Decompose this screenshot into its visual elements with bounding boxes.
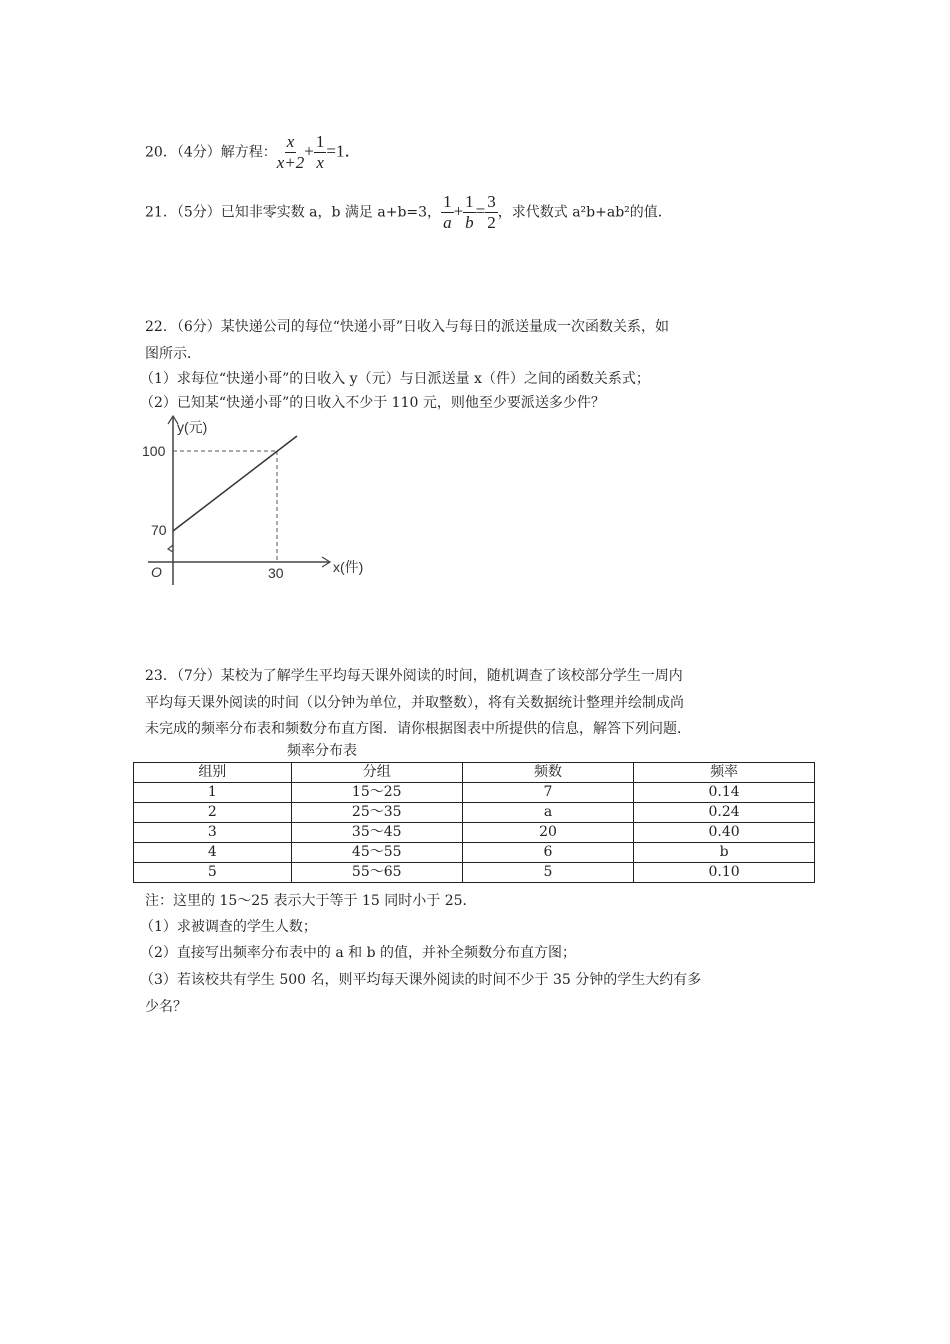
origin-label: O <box>151 564 162 580</box>
q23-line3: 未完成的频率分布表和频数分布直方图．请你根据图表中所提供的信息，解答下列问题． <box>145 721 691 737</box>
cell: 20 <box>462 823 633 843</box>
cell: 0.14 <box>634 783 815 803</box>
cell: 6 <box>462 843 633 863</box>
num: 1 <box>465 192 474 211</box>
op: + <box>453 201 464 221</box>
q22-part2: （2）已知某“快递小哥”的日收入不少于 110 元，则他至少要派送多少件？ <box>140 395 605 411</box>
cell: 35～45 <box>291 823 462 843</box>
q21-suffix: ，求代数式 a²b+ab²的值． <box>497 204 672 221</box>
q23-line2: 平均每天课外阅读的时间（以分钟为单位，并取整数），将有关数据统计整理并绘制成尚 <box>145 695 684 711</box>
cell: 4 <box>134 843 292 863</box>
table-header <box>134 763 815 783</box>
cell: 0.24 <box>634 803 815 823</box>
header-cell: 分组 <box>291 763 462 783</box>
y-axis-label: y(元) <box>177 419 208 435</box>
q23-part3-cont: 少名？ <box>145 999 187 1015</box>
table-row <box>134 863 815 883</box>
header-cell: 组别 <box>134 763 292 783</box>
cell: 1 <box>134 783 292 803</box>
num: 1 <box>443 192 452 211</box>
table-row <box>134 823 815 843</box>
cell: 3 <box>134 823 292 843</box>
cell: 0.40 <box>634 823 815 843</box>
q23-part2: （2）直接写出频率分布表中的 a 和 b 的值，并补全频数分布直方图； <box>140 945 577 961</box>
cell: a <box>462 803 633 823</box>
op: + <box>304 141 314 161</box>
den: b <box>465 213 474 232</box>
num: 3 <box>487 192 496 211</box>
q21-prefix: 21．（5分）已知非零实数 a，b 满足 a+b=3， <box>145 204 442 221</box>
x-tick-30: 30 <box>268 565 284 581</box>
q23-line1: 23．（7分）某校为了解学生平均每天课外阅读的时间，随机调查了该校部分学生一周内 <box>145 668 683 684</box>
q20-suffix: =1． <box>326 141 362 161</box>
table-row <box>134 803 815 823</box>
q23-part3: （3）若该校共有学生 500 名，则平均每天课外阅读的时间不少于 35 分钟的学生大约有多 <box>140 972 702 988</box>
cell: 2 <box>134 803 292 823</box>
cell: 5 <box>134 863 292 883</box>
cell: 15～25 <box>291 783 462 803</box>
num: 1 <box>315 132 325 151</box>
y-tick-70: 70 <box>151 522 167 538</box>
cell: 25～35 <box>291 803 462 823</box>
q20-prefix: 20．（4分）解方程： <box>145 144 277 161</box>
den: a <box>443 213 452 232</box>
den: x+2 <box>276 153 305 172</box>
cell: 55～65 <box>291 863 462 883</box>
cell: 5 <box>462 863 633 883</box>
x-axis-label: x(件) <box>333 559 364 575</box>
header-cell: 频数 <box>462 763 633 783</box>
q22-line1: 22．（6分）某快递公司的每位“快递小哥”日收入与每日的派送量成一次函数关系，如 <box>145 319 670 335</box>
cell: 7 <box>462 783 633 803</box>
num: x <box>286 132 295 151</box>
function-line <box>173 436 297 531</box>
q22-part1: （1）求每位“快递小哥”的日收入 y（元）与日派送量 x（件）之间的函数关系式； <box>140 371 650 387</box>
table-row <box>134 843 815 863</box>
op: = <box>475 201 486 221</box>
q22-line2: 图所示． <box>145 346 201 362</box>
table-note: 注：这里的 15～25 表示大于等于 15 同时小于 25． <box>145 893 477 909</box>
table-title: 频率分布表 <box>287 743 357 759</box>
y-tick-100: 100 <box>142 443 166 459</box>
frequency-table <box>133 762 815 883</box>
cell: 0.10 <box>634 863 815 883</box>
den: 2 <box>487 213 496 232</box>
header-cell: 频率 <box>634 763 815 783</box>
den: x <box>316 153 324 172</box>
cell: b <box>634 843 815 863</box>
cell: 45～55 <box>291 843 462 863</box>
q23-part1: （1）求被调查的学生人数； <box>140 919 317 935</box>
table-row <box>134 783 815 803</box>
